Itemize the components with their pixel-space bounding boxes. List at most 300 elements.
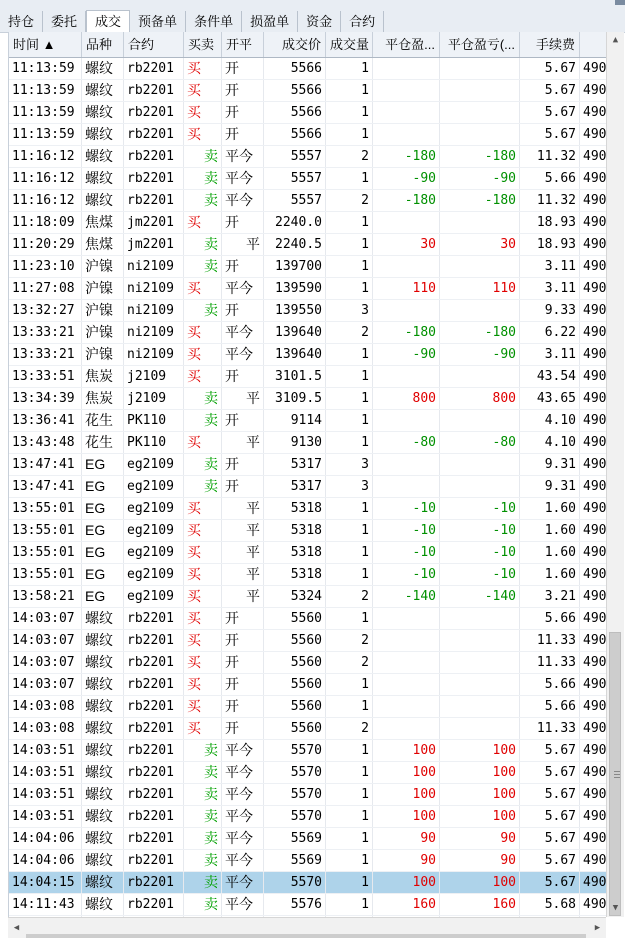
cell-7 (373, 696, 440, 717)
table-row[interactable] (9, 102, 607, 124)
table-row[interactable] (9, 366, 607, 388)
cell-5: 3101.5 (264, 366, 326, 387)
table-row[interactable] (9, 58, 607, 80)
table-row[interactable] (9, 850, 607, 872)
tab-row (0, 11, 384, 32)
table-row[interactable] (9, 520, 607, 542)
cell-1: 螺纹 (82, 806, 124, 827)
cell-6: 2 (326, 146, 373, 167)
cell-0: 14:03:08 (9, 718, 82, 739)
cell-9: 5.68 (520, 894, 580, 915)
cell-0: 11:13:59 (9, 102, 82, 123)
cell-2: eg2109 (124, 476, 184, 497)
scrollbar-thumb[interactable] (609, 632, 621, 916)
cell-7 (373, 718, 440, 739)
cell-5: 5566 (264, 58, 326, 79)
column-header-8[interactable]: 平仓盈亏(... (440, 32, 520, 57)
cell-3: 卖 (184, 872, 222, 893)
cell-6: 1 (326, 432, 373, 453)
cell-5: 5560 (264, 630, 326, 651)
table-row[interactable] (9, 124, 607, 146)
cell-5: 5566 (264, 80, 326, 101)
cell-1: EG (82, 542, 124, 563)
table-row[interactable] (9, 344, 607, 366)
table-row[interactable] (9, 718, 607, 740)
cell-4: 平今 (222, 806, 264, 827)
cell-4: 平今 (222, 784, 264, 805)
cell-3: 卖 (184, 784, 222, 805)
table-row[interactable] (9, 234, 607, 256)
cell-6: 1 (326, 410, 373, 431)
cell-8: 90 (440, 850, 520, 871)
table-row[interactable] (9, 146, 607, 168)
cell-3: 买 (184, 586, 222, 607)
cell-6: 2 (326, 630, 373, 651)
window-corner (615, 0, 625, 5)
cell-3: 卖 (184, 454, 222, 475)
cell-4: 平今 (222, 146, 264, 167)
cell-0: 14:03:51 (9, 784, 82, 805)
column-header-5[interactable]: 成交价 (264, 32, 326, 57)
cell-2: ni2109 (124, 344, 184, 365)
cell-2: rb2201 (124, 740, 184, 761)
cell-5: 2240.0 (264, 212, 326, 233)
cell-1: 螺纹 (82, 828, 124, 849)
cell-6: 1 (326, 344, 373, 365)
table-row[interactable] (9, 806, 607, 828)
cell-9: 3.21 (520, 586, 580, 607)
cell-7: 160 (373, 894, 440, 915)
cell-9: 5.67 (520, 740, 580, 761)
cell-10: 490 (580, 498, 607, 519)
tab-0[interactable]: 持仓 (0, 11, 43, 32)
column-header-4[interactable]: 开平 (222, 32, 264, 57)
cell-9: 11.32 (520, 190, 580, 211)
cell-6: 1 (326, 872, 373, 893)
cell-5: 5560 (264, 652, 326, 673)
cell-10: 490 (580, 80, 607, 101)
cell-5: 3109.5 (264, 388, 326, 409)
cell-9: 3.11 (520, 256, 580, 277)
tab-1[interactable]: 委托 (43, 11, 86, 32)
cell-4: 开 (222, 608, 264, 629)
cell-5: 5569 (264, 828, 326, 849)
table-row[interactable] (9, 190, 607, 212)
cell-5: 139700 (264, 256, 326, 277)
cell-1: 螺纹 (82, 124, 124, 145)
cell-9: 9.31 (520, 454, 580, 475)
cell-1: 螺纹 (82, 58, 124, 79)
cell-4: 开 (222, 454, 264, 475)
cell-10: 490 (580, 762, 607, 783)
cell-2: eg2109 (124, 454, 184, 475)
cell-6: 2 (326, 322, 373, 343)
cell-3: 卖 (184, 388, 222, 409)
cell-1: EG (82, 476, 124, 497)
column-header-10[interactable] (580, 32, 607, 57)
cell-7 (373, 124, 440, 145)
cell-8 (440, 80, 520, 101)
cell-2: rb2201 (124, 696, 184, 717)
cell-0: 13:33:21 (9, 344, 82, 365)
cell-2: rb2201 (124, 146, 184, 167)
cell-0: 13:47:41 (9, 476, 82, 497)
cell-4: 开 (222, 366, 264, 387)
cell-6: 1 (326, 828, 373, 849)
cell-10: 490 (580, 432, 607, 453)
table-row[interactable] (9, 80, 607, 102)
cell-5: 5318 (264, 520, 326, 541)
cell-8: 90 (440, 828, 520, 849)
table-row[interactable] (9, 674, 607, 696)
cell-10: 490 (580, 388, 607, 409)
tab-bar (0, 0, 625, 33)
column-header-7[interactable]: 平仓盈... (373, 32, 440, 57)
cell-5: 5566 (264, 102, 326, 123)
column-header-0[interactable]: 时间 ▲ (9, 32, 82, 57)
horizontal-scrollbar[interactable] (8, 917, 606, 938)
cell-10: 490 (580, 124, 607, 145)
cell-7: 110 (373, 278, 440, 299)
cell-4: 平今 (222, 168, 264, 189)
cell-7: 100 (373, 740, 440, 761)
table-row[interactable] (9, 564, 607, 586)
tab-6[interactable]: 资金 (298, 11, 341, 32)
cell-4: 平今 (222, 850, 264, 871)
scroll-down-icon[interactable]: ▼ (612, 903, 619, 913)
cell-0: 14:04:15 (9, 872, 82, 893)
cell-7 (373, 454, 440, 475)
table-row[interactable] (9, 828, 607, 850)
tab-2[interactable]: 成交 (86, 10, 130, 32)
cell-6: 1 (326, 850, 373, 871)
cell-5: 5317 (264, 476, 326, 497)
cell-8: 110 (440, 278, 520, 299)
cell-9: 11.33 (520, 630, 580, 651)
cell-9: 5.67 (520, 762, 580, 783)
cell-5: 139640 (264, 322, 326, 343)
cell-5: 139640 (264, 344, 326, 365)
cell-1: EG (82, 520, 124, 541)
table-row[interactable] (9, 586, 607, 608)
cell-5: 9130 (264, 432, 326, 453)
cell-9: 5.66 (520, 168, 580, 189)
cell-2: rb2201 (124, 872, 184, 893)
cell-4: 平 (222, 498, 264, 519)
cell-8: 100 (440, 806, 520, 827)
cell-3: 卖 (184, 828, 222, 849)
cell-7: 90 (373, 828, 440, 849)
table-row[interactable] (9, 652, 607, 674)
cell-5: 9114 (264, 410, 326, 431)
cell-9: 5.67 (520, 58, 580, 79)
cell-0: 13:58:21 (9, 586, 82, 607)
cell-3: 买 (184, 212, 222, 233)
cell-8: -10 (440, 564, 520, 585)
cell-8: 100 (440, 872, 520, 893)
cell-7 (373, 212, 440, 233)
scroll-right-icon[interactable]: ▶ (594, 923, 601, 933)
cell-1: 螺纹 (82, 784, 124, 805)
cell-7 (373, 410, 440, 431)
cell-10: 490 (580, 674, 607, 695)
cell-1: 螺纹 (82, 696, 124, 717)
cell-3: 卖 (184, 146, 222, 167)
cell-3: 买 (184, 102, 222, 123)
cell-2: rb2201 (124, 674, 184, 695)
cell-2: rb2201 (124, 80, 184, 101)
cell-8 (440, 652, 520, 673)
cell-8 (440, 476, 520, 497)
cell-4: 开 (222, 696, 264, 717)
cell-7: -10 (373, 564, 440, 585)
cell-7: -180 (373, 190, 440, 211)
cell-1: 沪镍 (82, 278, 124, 299)
cell-2: ni2109 (124, 322, 184, 343)
cell-6: 2 (326, 652, 373, 673)
cell-10: 490 (580, 366, 607, 387)
cell-6: 1 (326, 740, 373, 761)
cell-4: 开 (222, 212, 264, 233)
table-row[interactable] (9, 410, 607, 432)
cell-5: 5318 (264, 542, 326, 563)
table-row[interactable] (9, 872, 607, 894)
cell-0: 13:36:41 (9, 410, 82, 431)
cell-9: 11.32 (520, 146, 580, 167)
cell-7: -10 (373, 498, 440, 519)
table-row[interactable] (9, 630, 607, 652)
cell-0: 14:03:07 (9, 674, 82, 695)
cell-7 (373, 652, 440, 673)
table-row[interactable] (9, 454, 607, 476)
cell-7 (373, 80, 440, 101)
cell-10: 490 (580, 586, 607, 607)
cell-0: 11:13:59 (9, 80, 82, 101)
cell-4: 平今 (222, 894, 264, 915)
cell-8: -180 (440, 322, 520, 343)
tab-5[interactable]: 损盈单 (242, 11, 298, 32)
column-header-1[interactable]: 品种 (82, 32, 124, 57)
cell-3: 买 (184, 80, 222, 101)
table-row[interactable] (9, 300, 607, 322)
cell-5: 5570 (264, 784, 326, 805)
cell-7: 100 (373, 762, 440, 783)
cell-0: 11:16:12 (9, 168, 82, 189)
cell-1: 花生 (82, 410, 124, 431)
cell-8 (440, 300, 520, 321)
cell-9: 5.67 (520, 80, 580, 101)
cell-4: 平 (222, 388, 264, 409)
cell-0: 11:13:59 (9, 124, 82, 145)
column-header-3[interactable]: 买卖 (184, 32, 222, 57)
cell-9: 5.67 (520, 872, 580, 893)
grid-body (9, 58, 607, 917)
cell-9: 4.10 (520, 432, 580, 453)
cell-6: 1 (326, 256, 373, 277)
cell-7: 100 (373, 784, 440, 805)
cell-8 (440, 124, 520, 145)
vertical-scrollbar[interactable] (606, 32, 624, 917)
cell-8 (440, 718, 520, 739)
cell-10: 490 (580, 806, 607, 827)
cell-5: 5560 (264, 696, 326, 717)
cell-9: 5.67 (520, 806, 580, 827)
cell-3: 卖 (184, 476, 222, 497)
cell-4: 平 (222, 432, 264, 453)
cell-7: 90 (373, 850, 440, 871)
cell-7 (373, 366, 440, 387)
cell-6: 1 (326, 894, 373, 915)
cell-1: 螺纹 (82, 850, 124, 871)
cell-1: 螺纹 (82, 762, 124, 783)
cell-4: 开 (222, 476, 264, 497)
cell-9: 5.67 (520, 124, 580, 145)
table-row[interactable] (9, 696, 607, 718)
cell-1: EG (82, 454, 124, 475)
cell-6: 1 (326, 58, 373, 79)
table-row[interactable] (9, 740, 607, 762)
cell-1: 焦煤 (82, 234, 124, 255)
cell-7: 800 (373, 388, 440, 409)
cell-2: rb2201 (124, 718, 184, 739)
cell-4: 平 (222, 564, 264, 585)
cell-1: 螺纹 (82, 190, 124, 211)
cell-1: 焦炭 (82, 366, 124, 387)
cell-10: 490 (580, 454, 607, 475)
cell-8 (440, 366, 520, 387)
cell-9: 1.60 (520, 564, 580, 585)
cell-0: 11:13:59 (9, 58, 82, 79)
cell-10: 490 (580, 146, 607, 167)
scroll-left-icon[interactable]: ◀ (13, 923, 20, 933)
cell-10: 490 (580, 784, 607, 805)
scroll-up-icon[interactable]: ▲ (612, 35, 619, 45)
cell-0: 13:33:21 (9, 322, 82, 343)
table-row[interactable] (9, 278, 607, 300)
cell-3: 卖 (184, 168, 222, 189)
cell-9: 5.66 (520, 696, 580, 717)
cell-1: 螺纹 (82, 740, 124, 761)
cell-9: 4.10 (520, 410, 580, 431)
cell-1: 沪镍 (82, 256, 124, 277)
cell-10: 490 (580, 652, 607, 673)
table-row[interactable] (9, 168, 607, 190)
cell-0: 14:03:07 (9, 652, 82, 673)
cell-10: 490 (580, 234, 607, 255)
cell-0: 11:16:12 (9, 146, 82, 167)
cell-6: 1 (326, 388, 373, 409)
cell-2: rb2201 (124, 652, 184, 673)
cell-6: 1 (326, 278, 373, 299)
cell-5: 5576 (264, 894, 326, 915)
cell-3: 买 (184, 564, 222, 585)
cell-5: 5318 (264, 498, 326, 519)
cell-4: 平今 (222, 872, 264, 893)
cell-0: 14:03:07 (9, 630, 82, 651)
cell-4: 开 (222, 652, 264, 673)
cell-6: 1 (326, 520, 373, 541)
cell-2: rb2201 (124, 806, 184, 827)
cell-0: 11:27:08 (9, 278, 82, 299)
cell-0: 11:18:09 (9, 212, 82, 233)
trades-grid (8, 32, 607, 917)
cell-7 (373, 608, 440, 629)
table-row[interactable] (9, 476, 607, 498)
cell-1: 花生 (82, 432, 124, 453)
cell-3: 买 (184, 674, 222, 695)
cell-10: 490 (580, 322, 607, 343)
grip-icon (614, 771, 620, 772)
cell-7: -90 (373, 168, 440, 189)
table-row[interactable] (9, 212, 607, 234)
cell-3: 买 (184, 498, 222, 519)
tab-4[interactable]: 条件单 (186, 11, 242, 32)
cell-8: -140 (440, 586, 520, 607)
cell-6: 1 (326, 168, 373, 189)
column-header-6[interactable]: 成交量 (326, 32, 373, 57)
cell-3: 卖 (184, 762, 222, 783)
table-row[interactable] (9, 256, 607, 278)
table-row[interactable] (9, 542, 607, 564)
cell-5: 5557 (264, 146, 326, 167)
cell-0: 14:03:08 (9, 696, 82, 717)
column-header-2[interactable]: 合约 (124, 32, 184, 57)
cell-8: -10 (440, 542, 520, 563)
cell-6: 1 (326, 212, 373, 233)
tab-7[interactable]: 合约 (341, 11, 384, 32)
cell-6: 3 (326, 300, 373, 321)
cell-9: 5.67 (520, 828, 580, 849)
cell-0: 13:55:01 (9, 564, 82, 585)
cell-0: 13:34:39 (9, 388, 82, 409)
cell-1: 螺纹 (82, 80, 124, 101)
cell-4: 开 (222, 80, 264, 101)
cell-5: 5560 (264, 718, 326, 739)
cell-8 (440, 256, 520, 277)
table-row[interactable] (9, 762, 607, 784)
cell-10: 490 (580, 718, 607, 739)
cell-8: -180 (440, 146, 520, 167)
cell-4: 开 (222, 410, 264, 431)
cell-7 (373, 102, 440, 123)
column-header-9[interactable]: 手续费 (520, 32, 580, 57)
table-row[interactable] (9, 388, 607, 410)
cell-3: 买 (184, 652, 222, 673)
table-row[interactable] (9, 322, 607, 344)
cell-7 (373, 630, 440, 651)
cell-3: 卖 (184, 300, 222, 321)
cell-0: 11:16:12 (9, 190, 82, 211)
cell-7 (373, 256, 440, 277)
cell-1: EG (82, 586, 124, 607)
table-row[interactable] (9, 608, 607, 630)
cell-8 (440, 212, 520, 233)
cell-8 (440, 674, 520, 695)
cell-3: 买 (184, 124, 222, 145)
tab-3[interactable]: 预备单 (130, 11, 186, 32)
table-row[interactable] (9, 498, 607, 520)
cell-2: rb2201 (124, 762, 184, 783)
table-row[interactable] (9, 432, 607, 454)
cell-2: ni2109 (124, 278, 184, 299)
cell-0: 13:33:51 (9, 366, 82, 387)
table-row[interactable] (9, 784, 607, 806)
hscrollbar-thumb[interactable] (26, 934, 586, 938)
cell-3: 买 (184, 278, 222, 299)
cell-3: 买 (184, 432, 222, 453)
table-row[interactable] (9, 894, 607, 916)
cell-8: 100 (440, 762, 520, 783)
